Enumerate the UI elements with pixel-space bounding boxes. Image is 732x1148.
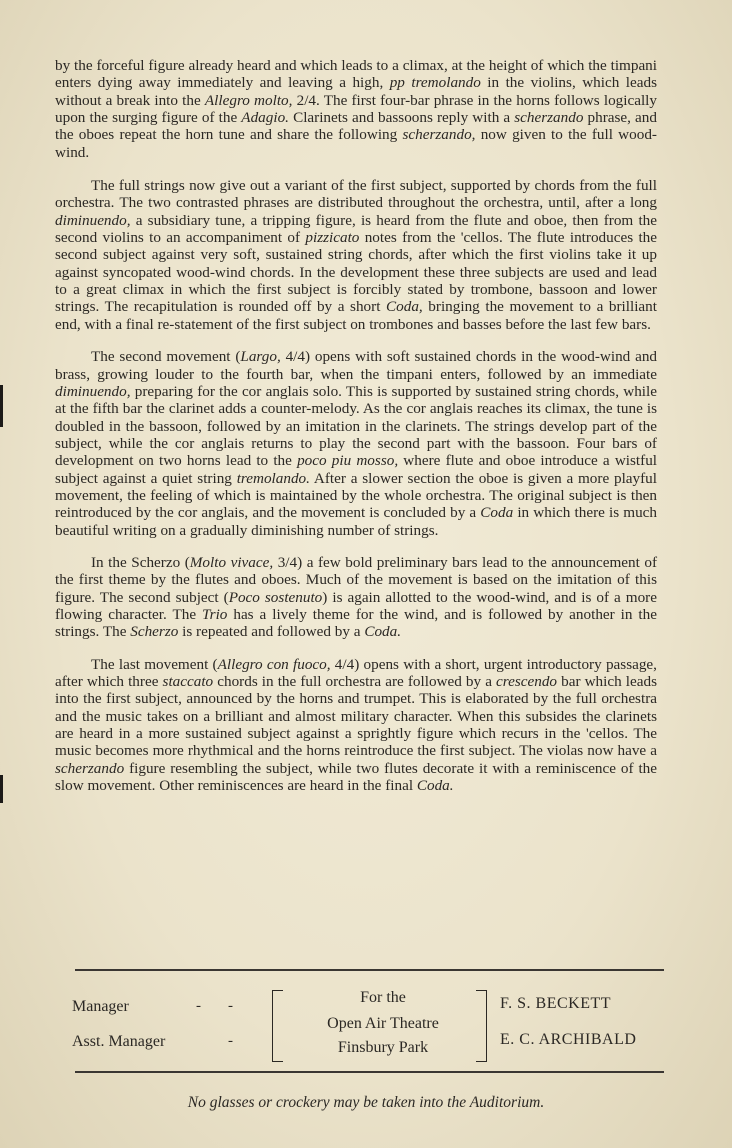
venue-line-2: Finsbury Park bbox=[337, 1039, 429, 1056]
auditorium-notice: No glasses or crockery may be taken into the Auditorium. bbox=[187, 1094, 545, 1111]
footer-top-rule bbox=[75, 969, 664, 971]
italic-term: diminuendo, bbox=[55, 211, 131, 229]
paragraph bbox=[55, 57, 657, 161]
text-run: where flute and oboe introduce a wistful subject against a quiet string bbox=[55, 452, 658, 487]
text-run: has a lively theme for the wind, and is followed by another in the strings. The bbox=[55, 605, 657, 641]
italic-term: pizzicato bbox=[305, 229, 360, 247]
text-run: in which there is much beautiful writing on a gradually diminishing number of strings. bbox=[55, 504, 657, 539]
italic-term: Coda bbox=[480, 504, 514, 522]
italic-term: Allegro molto, bbox=[204, 91, 293, 109]
text-run: a subsidiary tune, a tripping figure, is heard from the flute and oboe, then from the second violins to an accompaniment of bbox=[55, 211, 657, 247]
italic-term: Coda. bbox=[416, 777, 454, 795]
italic-term: crescendo bbox=[496, 673, 558, 690]
venue-line-1: Open Air Theatre bbox=[327, 1015, 439, 1032]
binding-mark bbox=[0, 385, 3, 427]
footer-bottom-rule bbox=[75, 1071, 664, 1073]
left-brace bbox=[272, 990, 283, 1062]
text-run: The last movement ( bbox=[91, 655, 218, 673]
italic-term: diminuendo, bbox=[55, 382, 131, 400]
italic-term: Molto vivace, bbox=[189, 553, 274, 571]
italic-term: scherzando bbox=[514, 109, 584, 127]
text-run: notes from the 'cellos. The flute introduces the second subject against very soft, sustained string chords, after which the first violins take it up against syncopated wood-wind chords. In the development these three subjects are used and lead to a great climax in which the first subject is forcibly stated by trombone, bassoon and lower strings. The recapitulation is rounded off by a short bbox=[55, 229, 657, 316]
text-run: in the violins, which leads without a break into the bbox=[55, 74, 657, 109]
italic-term: Largo, bbox=[240, 348, 281, 366]
paragraph bbox=[55, 656, 657, 795]
text-run: figure resembling the subject, while two flutes decorate it with a reminiscence of the slow movement. Other reminiscences are heard in the final bbox=[55, 759, 657, 795]
dash: - bbox=[228, 998, 233, 1014]
italic-term: tremolando. bbox=[236, 469, 310, 487]
text-run: The second movement ( bbox=[91, 348, 241, 366]
text-run: 3/4) a few bold preliminary bars lead to the announcement of the first theme by the flutes and oboes. Much of the movement is based on the imitation of this figure. The second subject ( bbox=[55, 553, 658, 606]
italic-term: Coda, bbox=[386, 298, 423, 316]
text-run: by the forceful figure already heard and which leads to a climax, at the height of which the timpani enters dying away immediately and leaving a high, bbox=[55, 57, 657, 92]
programme-notes bbox=[55, 57, 657, 809]
text-run: ) is again allotted to the wood-wind, and is of a more flowing character. The bbox=[55, 588, 657, 623]
italic-term: Adagio. bbox=[241, 109, 289, 127]
text-run: The full strings now give out a variant of the first subject, supported by chords from the full orchestra. The two contrasted phrases are distributed throughout the orchestra, until, after a long bbox=[55, 177, 657, 212]
text-run: 4/4) opens with soft sustained chords in the wood-wind and brass, growing louder to the fourth bar, when the timpani enters, followed by an immediate bbox=[55, 348, 658, 383]
asst-manager-name: E. C. ARCHIBALD bbox=[500, 1031, 637, 1048]
text-run: 4/4) opens with a short, urgent introductory passage, after which three bbox=[55, 655, 657, 690]
dash: - bbox=[228, 1033, 233, 1049]
italic-term: scherzando, bbox=[402, 126, 476, 144]
paragraph bbox=[55, 348, 657, 539]
text-run: After a slower section the oboe is given a more playful movement, the feeling of which is maintained by the whole orchestra. The original subject is then reintroduced by the cor anglais, and the movement is concluded by a bbox=[55, 469, 657, 522]
text-run: now given to the full wood-wind. bbox=[55, 126, 657, 161]
text-run: bringing the movement to a brilliant end, with a final re-statement of the first subject on trombones and basses before the last few bars. bbox=[55, 298, 657, 333]
paragraph bbox=[55, 177, 657, 333]
text-run: bar which leads into the first subject, announced by the horns and trumpet. This is elaborated by the full orchestra and the music takes on a brilliant and almost military character. When this subsides the clarinets are heard in a more sustained subject against a sprightly figure which recurs in the 'cellos. The music becomes more rhythmical and the horns reintroduce the first subject. The violas now have a bbox=[55, 673, 657, 760]
dash: - bbox=[196, 998, 201, 1014]
italic-term: poco piu mosso, bbox=[297, 452, 399, 470]
italic-term: scherzando bbox=[55, 759, 125, 777]
manager-name: F. S. BECKETT bbox=[500, 995, 612, 1012]
italic-term: Trio bbox=[202, 605, 228, 623]
text-run: is repeated and followed by a bbox=[178, 623, 365, 641]
asst-manager-label: Asst. Manager bbox=[72, 1033, 166, 1050]
for-the-text: For the bbox=[360, 989, 406, 1006]
text-run: Clarinets and bassoons reply with a bbox=[288, 109, 515, 127]
text-run: phrase, and the oboes repeat the horn tune and share the following bbox=[55, 109, 657, 144]
text-run: preparing for the cor anglais solo. This is supported by sustained string chords, while at the fifth bar the clarinet adds a counter-melody. As the cor anglais reaches its climax, the tune is doubled in the bassoon, followed by an imitation in the clarinets. The strings develop part of the subject, while the cor anglais returns to play the second part with the bassoon. Four bars of development on two horns lead to the bbox=[55, 382, 657, 470]
right-brace bbox=[476, 990, 487, 1062]
text-run: chords in the full orchestra are followed by a bbox=[213, 673, 497, 690]
italic-term: Poco sostenuto bbox=[228, 588, 323, 606]
italic-term: Coda. bbox=[364, 623, 402, 641]
paragraph bbox=[55, 554, 657, 641]
text-run: In the Scherzo ( bbox=[91, 553, 190, 571]
italic-term: pp tremolando bbox=[389, 74, 481, 92]
text-run: 2/4. The first four-bar phrase in the horns follows logically upon the surging figure of the bbox=[55, 91, 657, 127]
binding-mark bbox=[0, 775, 3, 803]
italic-term: staccato bbox=[162, 673, 214, 690]
italic-term: Scherzo bbox=[130, 623, 179, 641]
manager-label: Manager bbox=[72, 998, 129, 1015]
italic-term: Allegro con fuoco, bbox=[217, 655, 331, 673]
